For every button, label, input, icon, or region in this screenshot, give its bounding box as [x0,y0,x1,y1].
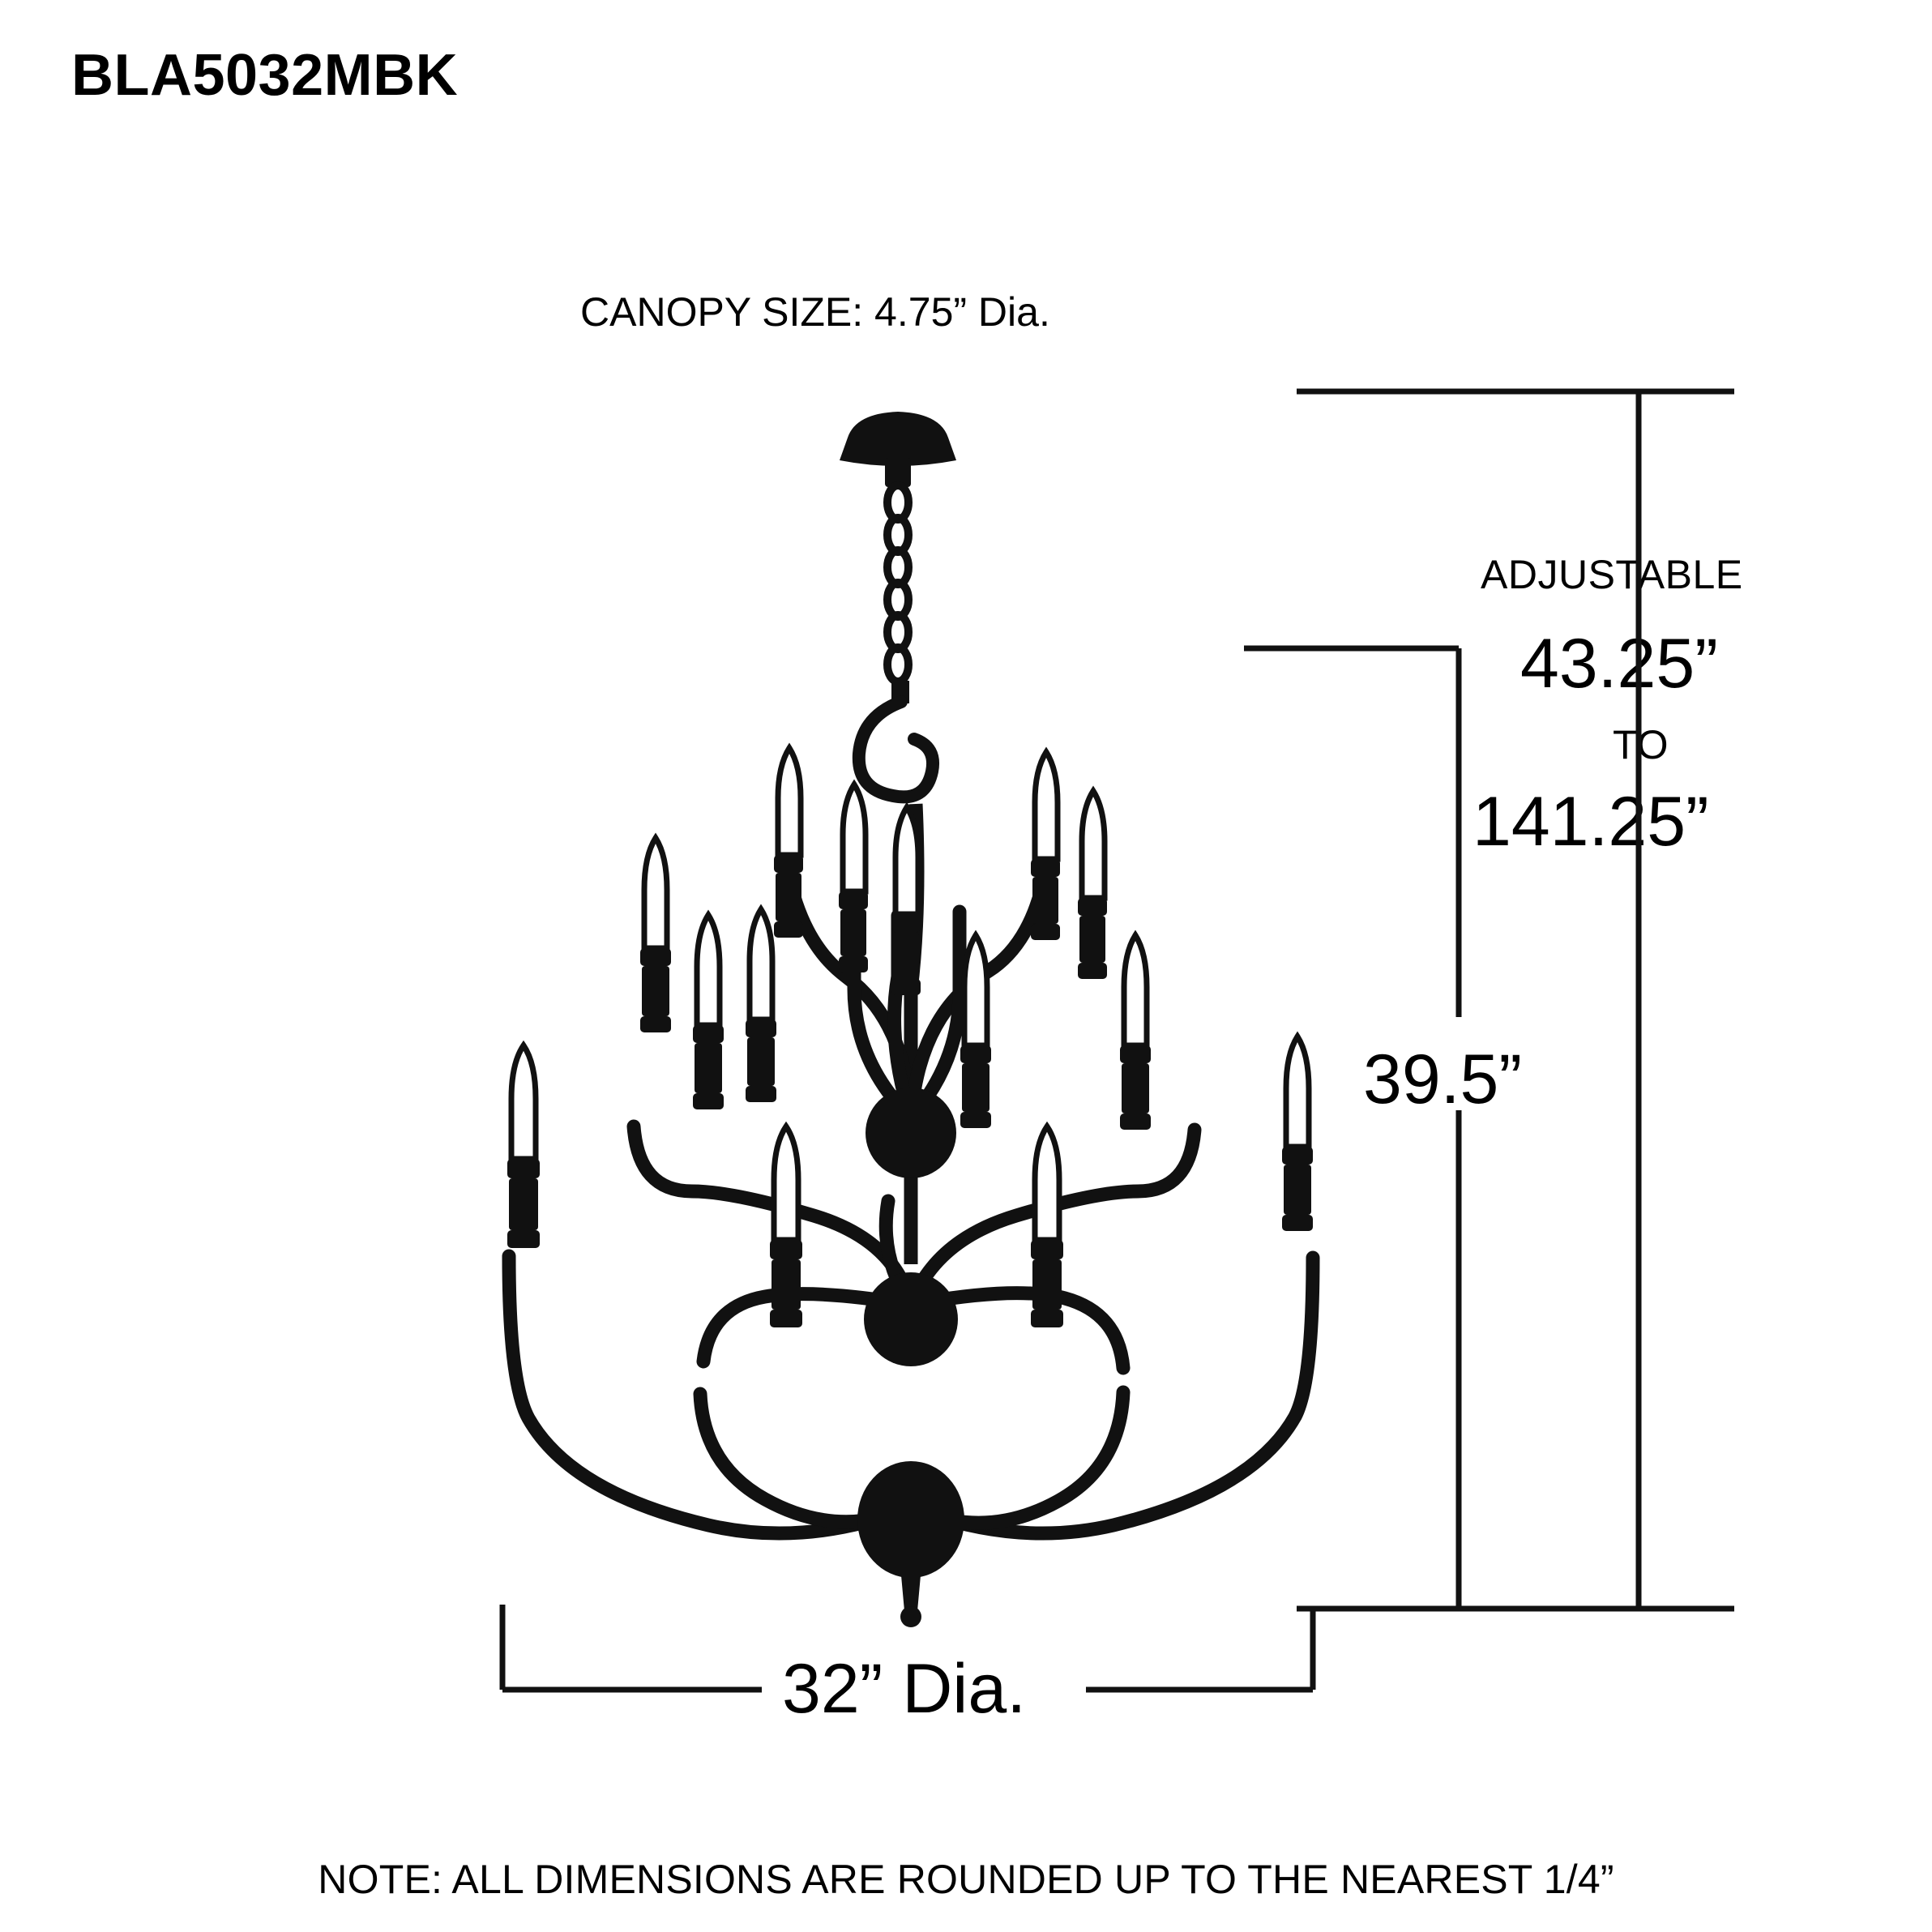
adjustable-max-value: 141.25” [1473,783,1709,861]
adjustable-to-label: TO [1613,722,1669,767]
canopy-part [840,412,956,466]
tier3-orb [857,1461,964,1578]
chain-part [887,485,908,682]
fixture-diameter-value: 32” Dia. [782,1650,1027,1728]
finial-ball [900,1606,921,1627]
adjustable-label: ADJUSTABLE [1481,552,1743,597]
adjustable-min-value: 43.25” [1520,625,1718,703]
hook-part [859,702,933,797]
finial-stem [901,1575,921,1611]
fixture-height-value: 39.5” [1363,1041,1523,1118]
dimension-lines [502,391,1734,1690]
canopy-size-label: CANOPY SIZE: 4.75” Dia. [580,289,1050,335]
candle-group [640,838,1313,1231]
chandelier-icon [507,412,1313,1627]
tier1-orb [866,1088,956,1178]
tier2-orb [864,1272,958,1366]
page-title: BLA5032MBK [71,43,459,108]
note-text: NOTE: ALL DIMENSIONS ARE ROUNDED UP TO THE NEAREST 1/4” [318,1857,1614,1902]
